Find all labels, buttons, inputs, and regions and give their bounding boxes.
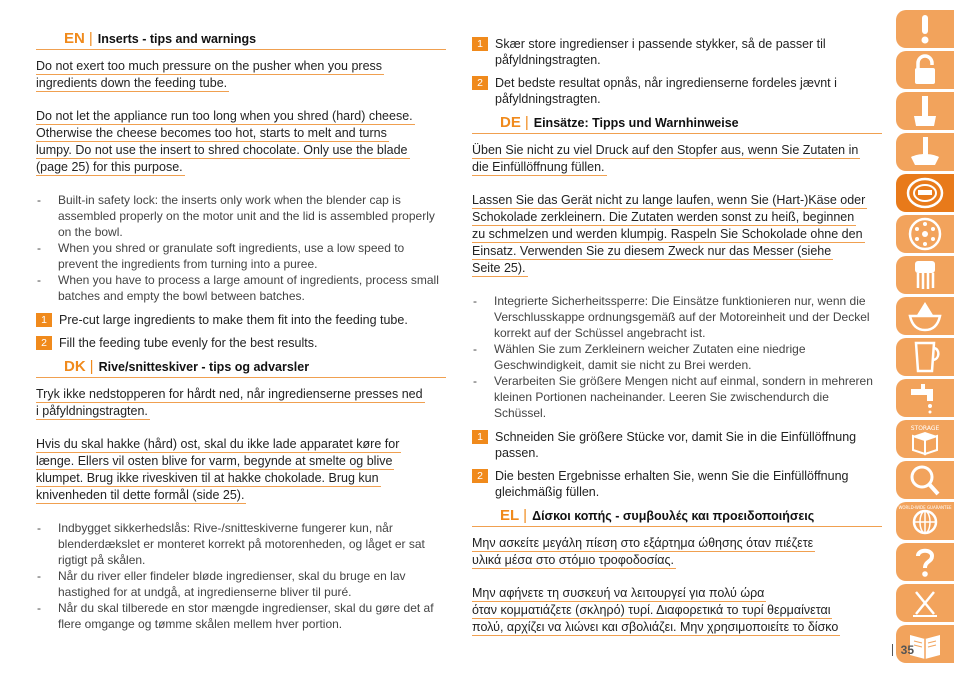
warning-paragraph [36, 58, 446, 92]
text-line: knivenheden til dette formål (side 25). [36, 488, 245, 502]
section-title: Rive/snitteskiver - tips og advarsler [98, 360, 310, 374]
text-line: Μην ασκείτε μεγάλη πίεση στο εξάρτημα ώθησης όταν πιέζετε [472, 536, 814, 550]
step-text: Die besten Ergebnisse erhalten Sie, wenn Sie die Einfüllöffnung gleichmäßig füllen. [495, 469, 849, 499]
right-column [472, 36, 882, 652]
magnifier-icon[interactable] [896, 461, 954, 499]
step-text: Fill the feeding tube evenly for the best results. [59, 336, 318, 350]
text-line: Seite 25). [472, 261, 526, 275]
section-title: Einsätze: Tipps und Warnhinweise [533, 116, 739, 130]
step-item [472, 468, 882, 500]
language-code: EN [64, 30, 85, 47]
list-item: - When you shred or granulate soft ingredients, use a low speed to prevent the ingredients from turning into a puree. [36, 240, 446, 272]
globe-label: WORLD-WIDE GUARANTEE [898, 505, 952, 510]
text-line: Do not exert too much pressure on the pusher when you press [36, 59, 383, 73]
text-line: υλικά μέσα στο στόμιο τροφοδοσίας. [472, 553, 674, 567]
exclamation-icon[interactable] [896, 10, 954, 48]
text-line: Schokolade zerkleinern. Die Zutaten werden sonst zu heiß, beginnen [472, 210, 855, 224]
section-header-de [472, 114, 882, 134]
storage-box-icon[interactable] [896, 420, 954, 458]
text-line: Μην αφήνετε τη συσκευή να λειτουργεί για πολύ ώρα [472, 586, 765, 600]
separator: | [89, 358, 94, 375]
footer-divider [892, 644, 893, 656]
step-item [472, 429, 882, 461]
padlock-icon[interactable] [896, 51, 954, 89]
step-number: 1 [36, 313, 52, 327]
step-number: 2 [36, 336, 52, 350]
list-item: - Når du skal tilberede en stor mængde ingredienser, skal du gøre det af flere omgange og tømme skålen mellem hver portion. [36, 600, 446, 632]
warning-paragraph [472, 585, 882, 636]
list-item: - Når du river eller findeler bløde ingredienser, skal du bruge en lav hastighed for at undgå, at ingredienserne bliver til puré. [36, 568, 446, 600]
slicer-disc-icon[interactable] [896, 174, 954, 212]
tips-list [472, 293, 882, 421]
step-number: 1 [472, 430, 488, 444]
page-number: 35 [900, 643, 914, 657]
text-line: klumpet. Brug ikke riveskiven til at hakke chokolade. Brug kun [36, 471, 379, 485]
jug-icon[interactable] [896, 338, 954, 376]
text-line: Hvis du skal hakke (hård) ost, skal du ikke lade apparatet køre for [36, 437, 400, 451]
warning-paragraph [472, 192, 882, 277]
list-item: - Indbygget sikkerhedslås: Rive-/snitteskiverne fungerer kun, når blenderdækslet er monteret korrekt på motorenheden, og låget er sat rigtigt på skålen. [36, 520, 446, 568]
text-line: zu schmelzen und werden klumpig. Raspeln Sie Schokolade ohne den [472, 227, 863, 241]
text-line: όταν κομματιάζετε (σκληρό) τυρί. Διαφορετικά το τυρί θερμαίνεται [472, 603, 831, 617]
text-line: Do not let the appliance run too long when you shred (hard) cheese. [36, 109, 413, 123]
step-number: 2 [472, 76, 488, 90]
blender-icon[interactable] [896, 92, 954, 130]
globe-icon[interactable] [896, 502, 954, 540]
language-code: DK [64, 358, 86, 375]
left-column [36, 30, 446, 640]
step-text: Skær store ingredienser i passende stykker, så de passer til påfyldningstragten. [495, 37, 826, 67]
text-line: Otherwise the cheese becomes too hot, starts to melt and turns [36, 126, 387, 140]
list-item: - When you have to process a large amount of ingredients, process small batches and empty the bowl between batches. [36, 272, 446, 304]
language-code: EL [500, 507, 520, 524]
step-number: 1 [472, 37, 488, 51]
cross-icon[interactable] [896, 584, 954, 622]
text-line: i påfyldningstragten. [36, 404, 148, 418]
text-line: Tryk ikke nedstopperen for hårdt ned, når ingredienserne presses ned [36, 387, 423, 401]
warning-paragraph [36, 436, 446, 504]
step-item [36, 312, 446, 328]
text-line: πολύ, αρχίζει να λιώνει και σβολιάζει. Μην χρησιμοποιείτε το δίσκο [472, 620, 839, 634]
text-line: lumpy. Do not use the insert to shred chocolate. Only use the blade [36, 143, 408, 157]
text-line: Lassen Sie das Gerät nicht zu lange laufen, wenn Sie (Hart-)Käse oder [472, 193, 866, 207]
warning-paragraph [472, 535, 882, 569]
list-item: - Built-in safety lock: the inserts only work when the blender cap is assembled properly on the motor unit and the lid is assembled properly on the bowl. [36, 192, 446, 240]
step-item [472, 75, 882, 107]
warning-paragraph [36, 386, 446, 420]
tips-list [36, 520, 446, 632]
citrus-press-icon[interactable] [896, 297, 954, 335]
step-item [36, 335, 446, 351]
text-line: Üben Sie nicht zu viel Druck auf den Stopfer aus, wenn Sie Zutaten in [472, 143, 859, 157]
separator: | [524, 114, 529, 131]
text-line: Einsatz. Verwenden Sie zu diesem Zweck nur das Messer (siehe [472, 244, 832, 258]
step-text: Det bedste resultat opnås, når ingredienserne fordeles jævnt i påfyldningstragten. [495, 76, 837, 106]
grater-disc-icon[interactable] [896, 215, 954, 253]
blender-blade-icon[interactable] [896, 133, 954, 171]
page-footer [892, 643, 914, 657]
text-line: die Einfüllöffnung füllen. [472, 160, 605, 174]
section-header-dk [36, 358, 446, 378]
question-icon[interactable] [896, 543, 954, 581]
step-number: 2 [472, 469, 488, 483]
whisk-icon[interactable] [896, 256, 954, 294]
tips-list [36, 192, 446, 304]
warning-paragraph [36, 108, 446, 176]
tap-icon[interactable] [896, 379, 954, 417]
section-title: Δίσκοι κοπής - συμβουλές και προειδοποιήσεις [532, 509, 815, 523]
step-text: Pre-cut large ingredients to make them fit into the feeding tube. [59, 313, 408, 327]
warning-paragraph [472, 142, 882, 176]
list-item: - Integrierte Sicherheitssperre: Die Einsätze funktionieren nur, wenn die Verschlusskappe ordnungsgemäß auf der Motoreinheit und der Deckel korrekt auf der Schüssel angebracht ist. [472, 293, 882, 341]
section-header-el [472, 507, 882, 527]
list-item: - Verarbeiten Sie größere Mengen nicht auf einmal, sondern in mehreren kleinen Portionen nacheinander. Leeren Sie zwischendurch die Schüssel. [472, 373, 882, 421]
storage-label: STORAGE [910, 425, 940, 432]
language-code: DE [500, 114, 521, 131]
list-item: - Wählen Sie zum Zerkleinern weicher Zutaten eine niedrige Geschwindigkeit, damit sie nicht zu Brei werden. [472, 341, 882, 373]
text-line: længe. Ellers vil osten blive for varm, begynde at smelte og blive [36, 454, 393, 468]
chapter-sidebar [896, 10, 954, 666]
separator: | [88, 30, 93, 47]
separator: | [523, 507, 528, 524]
step-text: Schneiden Sie größere Stücke vor, damit Sie in die Einfüllöffnung passen. [495, 430, 857, 460]
section-header-en [36, 30, 446, 50]
text-line: ingredients down the feeding tube. [36, 76, 228, 90]
section-title: Inserts - tips and warnings [97, 32, 257, 46]
text-line: (page 25) for this purpose. [36, 160, 183, 174]
step-item [472, 36, 882, 68]
